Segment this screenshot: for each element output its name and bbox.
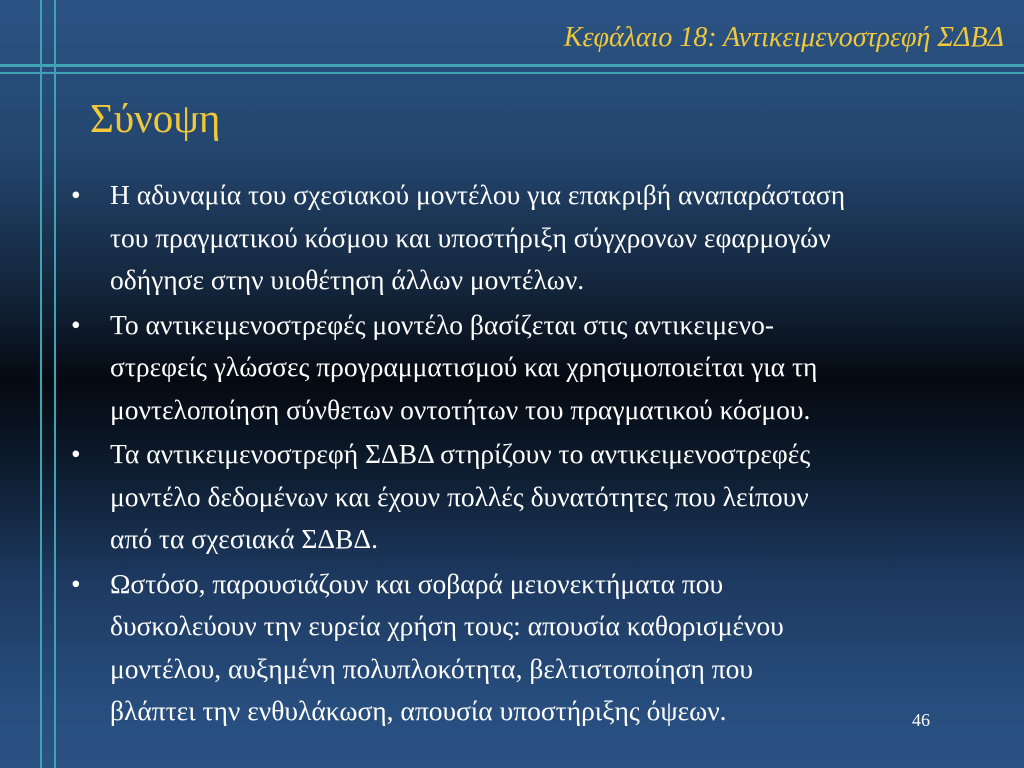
bullet-list: [68, 174, 1024, 735]
bullet-item: [68, 433, 1024, 561]
bullet-line: μοντέλο δεδομένων και έχουν πολλές δυνατότητες που λείπουν: [110, 480, 809, 512]
bullet-marker: •: [71, 567, 81, 599]
bullet-item: [68, 304, 1024, 432]
bullet-line: Ωστόσο, παρουσιάζουν και σοβαρά μειονεκτήματα που: [110, 567, 724, 599]
bullet-line: Η αδυναμία του σχεσιακού μοντέλου για επακριβή αναπαράσταση: [110, 179, 846, 210]
bullet-line: δυσκολεύουν την ευρεία χρήση τους: απουσία καθορισμένου: [110, 610, 784, 641]
bullet-line: του πραγματικού κόσμου και υποστήριξη σύγχρονων εφαρμογών: [110, 221, 831, 253]
header-rule-top: [0, 64, 1024, 67]
bullet-line: από τα σχεσιακά ΣΔΒΔ.: [110, 523, 378, 554]
bullet-line: οδήγησε στην υιοθέτηση άλλων μοντέλων.: [110, 264, 585, 295]
bullet-marker: •: [71, 438, 81, 469]
chapter-header: Κεφάλαιο 18: Αντικειμενοστρεφή ΣΔΒΔ: [563, 22, 1004, 53]
left-rule-inner: [54, 0, 56, 768]
bullet-line: Το αντικειμενοστρεφές μοντέλο βασίζεται στις αντικειμενο-: [110, 308, 774, 340]
left-rule-outer: [40, 0, 42, 768]
page-number: 46: [912, 710, 930, 730]
bullet-marker: •: [71, 308, 81, 340]
bullet-line: βλάπτει την ενθυλάκωση, απουσία υποστήριξης όψεων.: [110, 695, 727, 726]
bullet-line: μοντέλου, αυξημένη πολυπλοκότητα, βελτιστοποίηση που: [110, 652, 754, 684]
bullet-line: στρεφείς γλώσσες προγραμματισμού και χρησιμοποιείται για τη: [110, 351, 818, 382]
header-rule-bottom: [0, 72, 1024, 74]
bullet-item: [68, 174, 1024, 302]
bullet-marker: •: [71, 179, 81, 210]
bullet-line: Τα αντικειμενοστρεφή ΣΔΒΔ στηρίζουν το αντικειμενοστρεφές: [110, 438, 811, 469]
bullet-item: [68, 563, 1024, 733]
slide-title: Σύνοψη: [90, 95, 221, 141]
bullet-line: μοντελοποίηση σύνθετων οντοτήτων του πραγματικού κόσμου.: [110, 393, 811, 425]
